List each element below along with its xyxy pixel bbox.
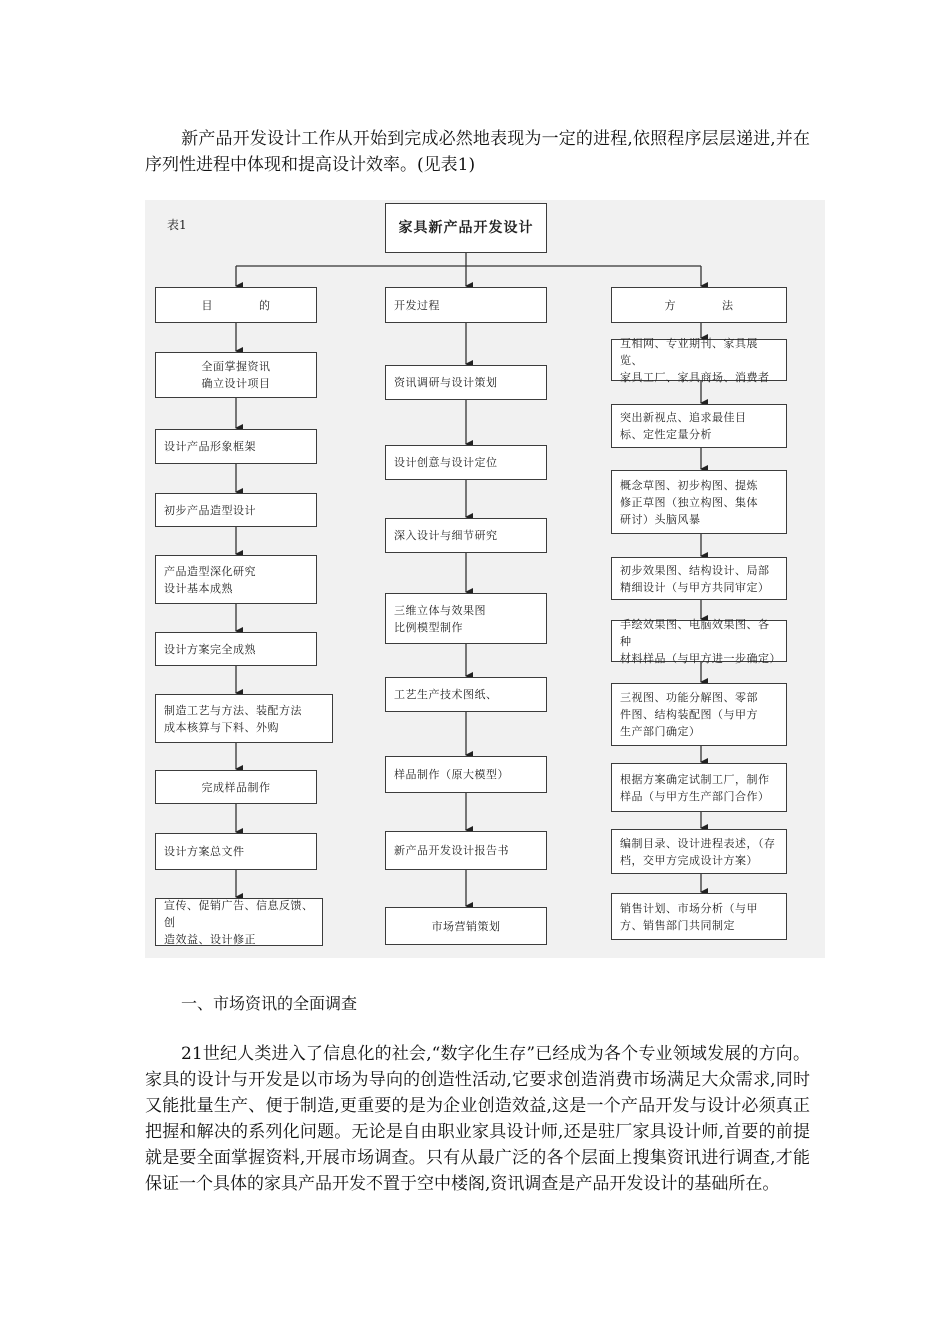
process-box: 工艺生产技术图纸、 [385, 677, 547, 712]
purpose-box: 设计产品形象框架 [155, 429, 317, 464]
method-box: 突出新视点、追求最佳目 标、定性定量分析 [611, 404, 787, 448]
process-box: 深入设计与细节研究 [385, 518, 547, 553]
process-box: 市场营销策划 [385, 907, 547, 945]
intro-paragraph: 新产品开发设计工作从开始到完成必然地表现为一定的进程,依照程序层层递进,并在序列性进程中体现和提高设计效率。(见表1) [145, 129, 810, 175]
process-box: 设计创意与设计定位 [385, 445, 547, 480]
header-purpose: 目 的 [155, 287, 317, 323]
method-box: 编制目录、设计进程表述，（存 档，交甲方完成设计方案） [611, 829, 787, 874]
method-box: 销售计划、市场分析（与甲 方、销售部门共同制定 [611, 893, 787, 940]
method-box: 三视图、功能分解图、零部 件图、结构装配图（与甲方 生产部门确定） [611, 683, 787, 746]
method-box: 概念草图、初步构图、提炼 修正草图（独立构图、集体 研讨）头脑风暴 [611, 470, 787, 534]
purpose-box: 全面掌握资讯 确立设计项目 [155, 352, 317, 398]
section-heading: 一、市场资讯的全面调查 [181, 994, 358, 1013]
process-box: 资讯调研与设计策划 [385, 365, 547, 400]
method-box: 手绘效果图、电脑效果图、各种 材料样品（与甲方进一步确定） [611, 620, 787, 662]
purpose-box: 产品造型深化研究 设计基本成熟 [155, 555, 317, 604]
process-box: 三维立体与效果图 比例模型制作 [385, 593, 547, 644]
body-paragraph: 21世纪人类进入了信息化的社会,“数字化生存”已经成为各个专业领域发展的方向。家具的设计与开发是以市场为导向的创造性活动,它要求创造消费市场满足大众需求,同时又能批量生产、便于制造,更重要的是为企业创造效益,这是一个产品开发与设计必须真正把握和解决的系列化问题。无论是自由职业家具设计师,还是驻厂家具设计师,首要的前提就是要全面掌握资料,开展市场调查。只有从最广泛的各个层面上搜集资讯进行调查,才能保证一个具体的家具产品开发不置于空中楼阁,资讯调查是产品开发设计的基础所在。 [145, 1044, 810, 1194]
flowchart-figure [145, 200, 825, 958]
table-label: 表1 [167, 218, 187, 232]
header-method: 方 法 [611, 287, 787, 323]
purpose-box: 宣传、促销广告、信息反馈、创 造效益、设计修正 [155, 898, 323, 946]
purpose-box: 设计方案完全成熟 [155, 632, 317, 666]
purpose-box: 初步产品造型设计 [155, 493, 317, 527]
purpose-box: 设计方案总文件 [155, 833, 317, 870]
method-box: 初步效果图、结构设计、局部 精细设计（与甲方共同审定） [611, 557, 787, 600]
method-box: 互相网、专业期刊、家具展览、 家具工厂、家具商场、消费者 [611, 339, 787, 381]
method-box: 根据方案确定试制工厂，制作 样品（与甲方生产部门合作） [611, 763, 787, 812]
header-process: 开发过程 [385, 287, 547, 323]
flowchart-title: 家具新产品开发设计 [385, 203, 547, 253]
process-box: 样品制作（原大模型） [385, 756, 547, 793]
purpose-box: 完成样品制作 [155, 770, 317, 804]
purpose-box: 制造工艺与方法、装配方法 成本核算与下料、外购 [155, 694, 333, 743]
process-box: 新产品开发设计报告书 [385, 831, 547, 870]
